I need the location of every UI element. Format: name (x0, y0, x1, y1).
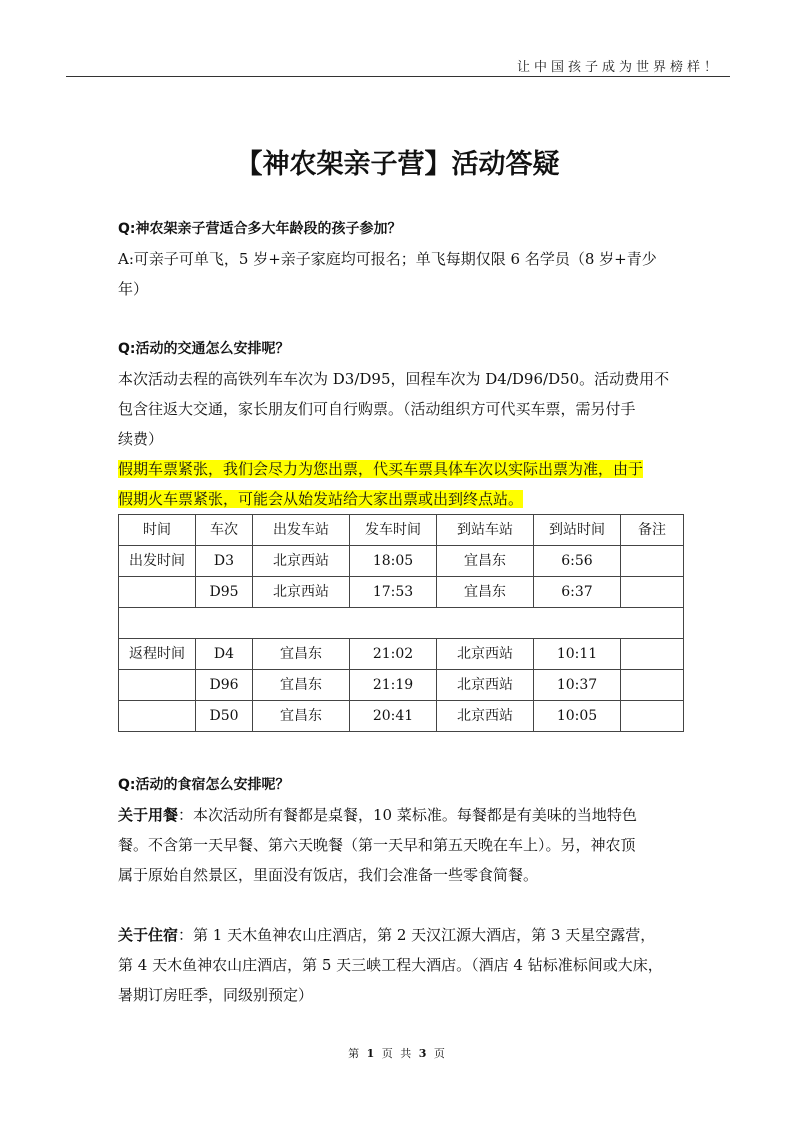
header-slogan: 让中国孩子成为世界榜样！ (516, 60, 721, 75)
table-cell: 宜昌东 (253, 701, 350, 732)
table-cell (119, 608, 684, 639)
table-cell (119, 701, 196, 732)
meal-line2: 餐。不含第一天早餐、第六天晚餐（第一天早和第五天晚在车上）。另，神农顶 (118, 836, 636, 854)
train-schedule-table (118, 514, 684, 732)
table-cell (119, 670, 196, 701)
table-cell: 北京西站 (253, 577, 350, 608)
spacer (118, 304, 686, 334)
table-header-cell: 出发车站 (253, 515, 350, 546)
footer-suffix: 页 (433, 1047, 447, 1060)
table-cell (621, 577, 684, 608)
table-cell (621, 701, 684, 732)
table-cell: 20:41 (350, 701, 437, 732)
question-food-lodging: Q:活动的食宿怎么安排呢？ (118, 777, 290, 793)
header-divider (66, 76, 730, 77)
stay-label: 关于住宿 (118, 926, 179, 944)
spacer (118, 890, 686, 920)
answer-age-line1: A:可亲子可单飞，5 岁+亲子家庭均可报名；单飞每期仅限 6 名学员（8 岁+青少 (118, 250, 657, 268)
meal-line1 (118, 800, 686, 830)
meal-text: ：本次活动所有餐都是桌餐，10 菜标准。每餐都是有美味的当地特色 (178, 806, 637, 824)
table-row (119, 670, 684, 701)
table-cell: D50 (196, 701, 253, 732)
highlight-note-line2 (118, 484, 686, 514)
highlight-text: 假期火车票紧张，可能会从始发站给大家出票或出到终点站。 (118, 490, 524, 508)
table-cell: D95 (196, 577, 253, 608)
table-cell: 北京西站 (437, 670, 534, 701)
total-page-count: 3 (418, 1047, 429, 1060)
spacer (118, 732, 686, 770)
transport-line1: 本次活动去程的高铁列车车次为 D3/D95，回程车次为 D4/D96/D50。活动费用不 (118, 370, 670, 388)
footer-mid: 页 共 (381, 1047, 414, 1060)
table-cell: 北京西站 (253, 546, 350, 577)
stay-line2: 第 4 天木鱼神农山庄酒店，第 5 天三峡工程大酒店。（酒店 4 钻标准标间或大床， (118, 956, 663, 974)
table-cell: 宜昌东 (437, 546, 534, 577)
table-cell (119, 577, 196, 608)
table-cell: 21:02 (350, 639, 437, 670)
table-cell (621, 546, 684, 577)
table-cell: 10:05 (534, 701, 621, 732)
table-cell: 宜昌东 (437, 577, 534, 608)
table-cell: 宜昌东 (253, 670, 350, 701)
table-cell: D3 (196, 546, 253, 577)
table-header-cell: 车次 (196, 515, 253, 546)
table-cell: 21:19 (350, 670, 437, 701)
page-title: 【神农架亲子营】活动答疑 (235, 149, 560, 180)
table-cell: 10:11 (534, 639, 621, 670)
table-header-cell: 备注 (621, 515, 684, 546)
table-cell: D4 (196, 639, 253, 670)
meal-label: 关于用餐 (118, 806, 179, 824)
table-header-cell: 时间 (119, 515, 196, 546)
table-cell: 北京西站 (437, 701, 534, 732)
highlight-note-line1 (118, 454, 686, 484)
transport-line3: 续费） (118, 430, 164, 448)
table-header-cell: 到站时间 (534, 515, 621, 546)
table-spacer-row (119, 608, 684, 639)
meal-line3: 属于原始自然景区，里面没有饭店，我们会准备一些零食简餐。 (118, 866, 539, 884)
table-cell: 6:56 (534, 546, 621, 577)
table-header-cell: 发车时间 (350, 515, 437, 546)
table-header-row (119, 515, 684, 546)
question-age: Q:神农架亲子营适合多大年龄段的孩子参加？ (118, 221, 402, 237)
table-row (119, 639, 684, 670)
table-cell: 17:53 (350, 577, 437, 608)
table-cell: D96 (196, 670, 253, 701)
table-cell (621, 639, 684, 670)
question-transport: Q:活动的交通怎么安排呢？ (118, 341, 290, 357)
table-cell: 10:37 (534, 670, 621, 701)
table-cell: 北京西站 (437, 639, 534, 670)
table-cell: 6:37 (534, 577, 621, 608)
stay-line3: 暑期订房旺季，同级别预定） (118, 986, 314, 1004)
table-row (119, 701, 684, 732)
table-cell: 出发时间 (119, 546, 196, 577)
table-row (119, 546, 684, 577)
stay-line1 (118, 920, 686, 950)
table-cell (621, 670, 684, 701)
page-footer (0, 1045, 795, 1061)
answer-age-line2: 年） (118, 280, 149, 298)
transport-line2: 包含往返大交通，家长朋友们可自行购票。（活动组织方可代买车票，需另付手 (118, 400, 636, 418)
table-cell: 宜昌东 (253, 639, 350, 670)
table-cell: 18:05 (350, 546, 437, 577)
document-body (118, 214, 686, 1010)
table-cell: 返程时间 (119, 639, 196, 670)
table-row (119, 577, 684, 608)
table-header-cell: 到站车站 (437, 515, 534, 546)
current-page-number: 1 (366, 1047, 377, 1060)
stay-text: ：第 1 天木鱼神农山庄酒店，第 2 天汉江源大酒店，第 3 天星空露营， (178, 926, 656, 944)
footer-prefix: 第 (348, 1047, 362, 1060)
highlight-text: 假期车票紧张，我们会尽力为您出票，代买车票具体车次以实际出票为准，由于 (118, 460, 644, 478)
